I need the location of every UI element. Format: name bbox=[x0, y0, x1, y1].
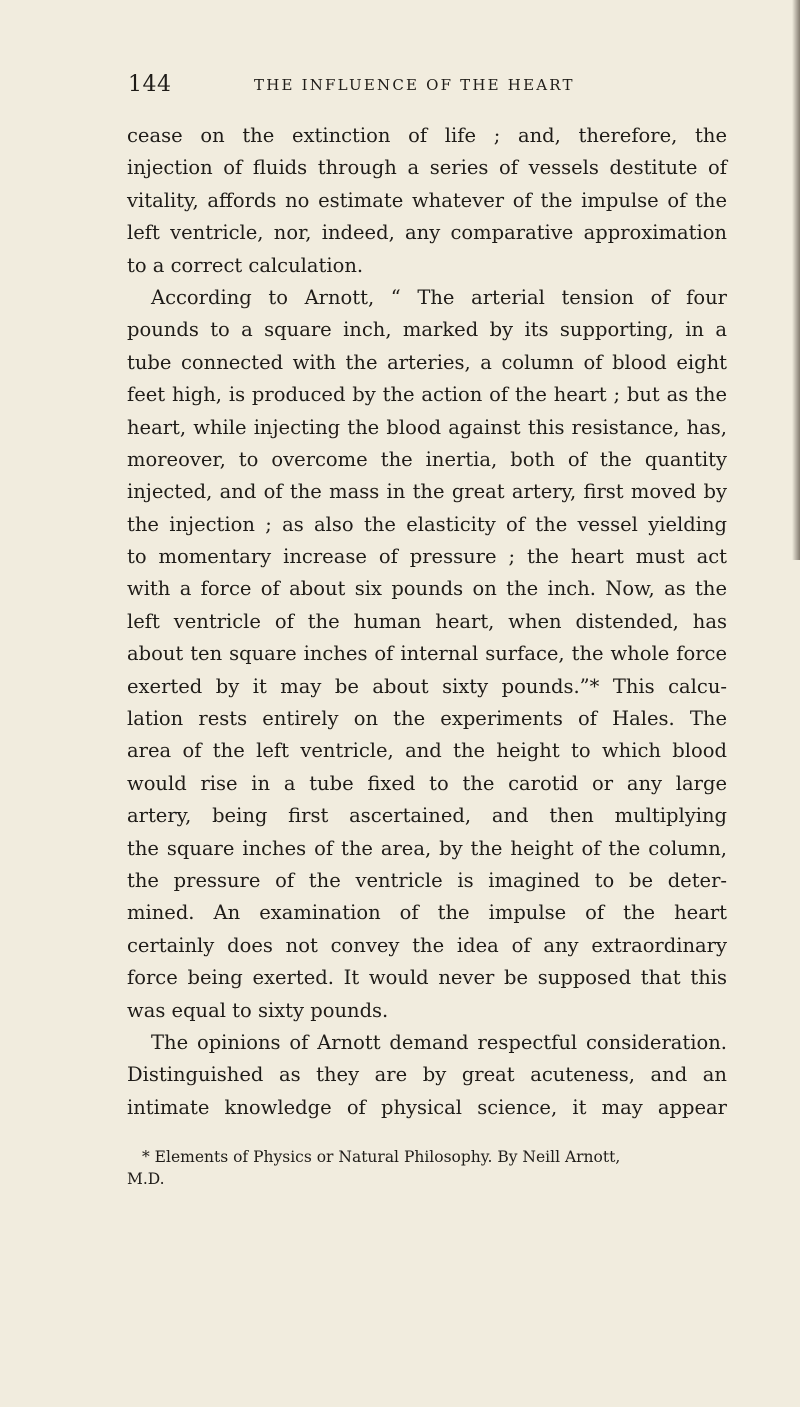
text-line: the injection ; as also the elasticity of the vessel yielding bbox=[127, 512, 727, 536]
text-line: left ventricle of the human heart, when distended, has bbox=[127, 609, 727, 633]
text-line: tube connected with the arteries, a column of blood eight bbox=[127, 350, 727, 374]
text-line: the pressure of the ventricle is imagined to be deter- bbox=[127, 868, 727, 892]
text-line: injection of fluids through a series of vessels destitute of bbox=[127, 156, 727, 180]
page-header bbox=[128, 72, 688, 102]
text-line: certainly does not convey the idea of any extraordinary bbox=[127, 933, 727, 957]
text-line: about ten square inches of internal surface, the whole force bbox=[127, 642, 727, 666]
text-line: Distinguished as they are by great acuteness, and an bbox=[127, 1063, 727, 1087]
text-line: artery, being first ascertained, and then multiplying bbox=[127, 804, 727, 828]
text-line: to a correct calculation. bbox=[127, 253, 364, 277]
text-line: would rise in a tube fixed to the carotid or any large bbox=[127, 771, 727, 795]
text-line: feet high, is produced by the action of the heart ; but as the bbox=[127, 383, 727, 407]
text-line: was equal to sixty pounds. bbox=[127, 998, 389, 1022]
text-line: mined. An examination of the impulse of the heart bbox=[127, 901, 727, 925]
text-line: heart, while injecting the blood against this resistance, has, bbox=[127, 415, 727, 439]
text-line: force being exerted. It would never be supposed that this bbox=[127, 966, 727, 990]
text-line: moreover, to overcome the inertia, both of the quantity bbox=[127, 447, 727, 471]
page-number: 144 bbox=[128, 72, 172, 97]
text-line: exerted by it may be about sixty pounds.”* This calcu- bbox=[127, 674, 727, 698]
text-line: the square inches of the area, by the height of the column, bbox=[127, 836, 727, 860]
footnote bbox=[127, 1146, 732, 1190]
text-line: left ventricle, nor, indeed, any comparative approximation bbox=[127, 221, 727, 245]
text-line: injected, and of the mass in the great artery, first moved by bbox=[127, 480, 727, 504]
text-line: lation rests entirely on the experiments of Hales. The bbox=[127, 707, 727, 731]
page-edge-shadow bbox=[792, 0, 800, 560]
text-line: The opinions of Arnott demand respectful consideration. bbox=[151, 1030, 727, 1054]
text-line: intimate knowledge of physical science, it may appear bbox=[127, 1095, 727, 1119]
text-line: vitality, affords no estimate whatever of the impulse of the bbox=[127, 188, 727, 212]
text-line: area of the left ventricle, and the height to which blood bbox=[127, 739, 727, 763]
body-text bbox=[127, 120, 727, 1124]
text-line: According to Arnott, “ The arterial tension of four bbox=[151, 285, 727, 309]
footnote-line: * Elements of Physics or Natural Philosophy. By Neill Arnott, bbox=[142, 1148, 621, 1166]
text-line: with a force of about six pounds on the inch. Now, as the bbox=[127, 577, 727, 601]
footnote-line: M.D. bbox=[127, 1170, 165, 1188]
text-line: cease on the extinction of life ; and, therefore, the bbox=[127, 124, 727, 147]
text-line: pounds to a square inch, marked by its supporting, in a bbox=[127, 318, 727, 342]
running-head: THE INFLUENCE OF THE HEART bbox=[254, 76, 575, 94]
text-line: to momentary increase of pressure ; the heart must act bbox=[127, 545, 727, 569]
